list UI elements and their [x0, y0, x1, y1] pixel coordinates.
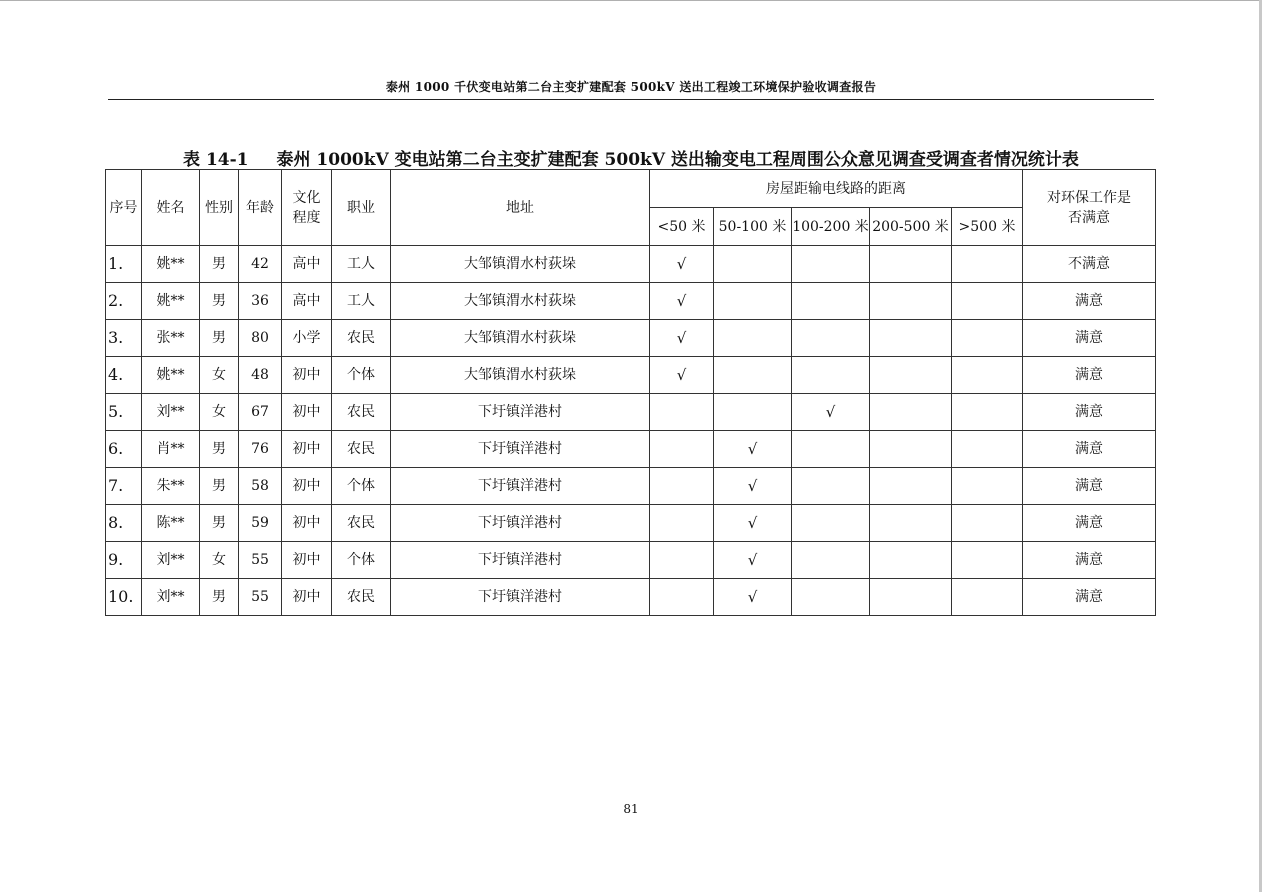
cell-distance-200-500: [870, 579, 952, 616]
cell-seq: 1.: [106, 246, 142, 283]
cell-name: 陈**: [142, 505, 200, 542]
survey-table: [105, 169, 1156, 616]
cell-distance-100-200: [792, 283, 870, 320]
cell-address: 下圩镇洋港村: [391, 431, 650, 468]
cell-name: 刘**: [142, 394, 200, 431]
cell-age: 59: [239, 505, 282, 542]
cell-seq: 4.: [106, 357, 142, 394]
cell-distance-gt500: [952, 246, 1023, 283]
cell-distance-100-200: [792, 542, 870, 579]
cell-distance-lt50: [650, 431, 714, 468]
cell-distance-gt500: [952, 431, 1023, 468]
cell-distance-lt50: [650, 283, 714, 320]
cell-seq: 6.: [106, 431, 142, 468]
header-distance-gt500: >500 米: [952, 208, 1023, 246]
cell-occupation: 工人: [332, 246, 391, 283]
table-row: [106, 468, 1156, 505]
cell-education: 初中: [282, 579, 332, 616]
table-row: [106, 357, 1156, 394]
cell-distance-lt50: [650, 468, 714, 505]
cell-name: 姚**: [142, 246, 200, 283]
table-body: [106, 246, 1156, 616]
cell-age: 80: [239, 320, 282, 357]
cell-age: 67: [239, 394, 282, 431]
cell-distance-lt50: [650, 505, 714, 542]
cell-gender: 男: [200, 579, 239, 616]
cell-satisfaction: 满意: [1023, 357, 1156, 394]
header-distance-200-500: 200-500 米: [870, 208, 952, 246]
running-header: 泰州 1000 千伏变电站第二台主变扩建配套 500kV 送出工程竣工环境保护验收调查报告: [385, 80, 877, 94]
cell-education: 初中: [282, 357, 332, 394]
cell-distance-200-500: [870, 394, 952, 431]
cell-occupation: 个体: [332, 542, 391, 579]
cell-name: 张**: [142, 320, 200, 357]
cell-distance-200-500: [870, 468, 952, 505]
cell-distance-200-500: [870, 357, 952, 394]
cell-seq: 9.: [106, 542, 142, 579]
cell-distance-100-200: [792, 394, 870, 431]
cell-gender: 男: [200, 320, 239, 357]
check-mark: √: [676, 254, 687, 273]
header-education-text: 文化程度: [292, 189, 321, 226]
cell-seq: 7.: [106, 468, 142, 505]
header-address: 地址: [391, 170, 650, 246]
cell-distance-gt500: [952, 357, 1023, 394]
cell-occupation: 农民: [332, 505, 391, 542]
cell-name: 姚**: [142, 357, 200, 394]
header-distance-50-100: 50-100 米: [714, 208, 792, 246]
header-age: 年龄: [239, 170, 282, 246]
table-caption: [105, 145, 1157, 170]
cell-address: 下圩镇洋港村: [391, 468, 650, 505]
cell-address: 下圩镇洋港村: [391, 505, 650, 542]
cell-occupation: 农民: [332, 320, 391, 357]
cell-distance-50-100: [714, 246, 792, 283]
cell-gender: 男: [200, 431, 239, 468]
check-mark: √: [825, 402, 836, 421]
cell-satisfaction: 满意: [1023, 542, 1156, 579]
table-row: [106, 246, 1156, 283]
check-mark: √: [747, 513, 758, 532]
cell-distance-gt500: [952, 542, 1023, 579]
cell-name: 肖**: [142, 431, 200, 468]
cell-seq: 3.: [106, 320, 142, 357]
cell-satisfaction: 满意: [1023, 283, 1156, 320]
cell-age: 58: [239, 468, 282, 505]
cell-distance-50-100: [714, 431, 792, 468]
header-satisfaction-text: 对环保工作是否满意: [1047, 189, 1131, 226]
table-caption-title: 泰州 1000kV 变电站第二台主变扩建配套 500kV 送出输变电工程周围公众意见调查受调查者情况统计表: [276, 150, 1079, 170]
header-name: 姓名: [142, 170, 200, 246]
cell-education: 高中: [282, 283, 332, 320]
cell-distance-100-200: [792, 579, 870, 616]
cell-gender: 女: [200, 394, 239, 431]
cell-distance-gt500: [952, 320, 1023, 357]
cell-distance-200-500: [870, 320, 952, 357]
cell-distance-lt50: [650, 579, 714, 616]
cell-gender: 女: [200, 357, 239, 394]
cell-distance-50-100: [714, 579, 792, 616]
cell-gender: 男: [200, 505, 239, 542]
cell-seq: 10.: [106, 579, 142, 616]
check-mark: √: [747, 476, 758, 495]
cell-occupation: 农民: [332, 431, 391, 468]
cell-satisfaction: 满意: [1023, 320, 1156, 357]
cell-distance-200-500: [870, 431, 952, 468]
check-mark: √: [676, 365, 687, 384]
cell-distance-gt500: [952, 579, 1023, 616]
table-caption-number: 表 14-1: [183, 150, 249, 170]
cell-distance-gt500: [952, 394, 1023, 431]
cell-distance-50-100: [714, 357, 792, 394]
cell-distance-50-100: [714, 542, 792, 579]
cell-satisfaction: 不满意: [1023, 246, 1156, 283]
cell-education: 初中: [282, 431, 332, 468]
cell-age: 76: [239, 431, 282, 468]
cell-seq: 5.: [106, 394, 142, 431]
cell-distance-lt50: [650, 320, 714, 357]
cell-address: 大邹镇渭水村荻垛: [391, 320, 650, 357]
cell-distance-100-200: [792, 246, 870, 283]
cell-distance-50-100: [714, 505, 792, 542]
cell-address: 大邹镇渭水村荻垛: [391, 357, 650, 394]
cell-education: 初中: [282, 542, 332, 579]
cell-address: 大邹镇渭水村荻垛: [391, 246, 650, 283]
cell-satisfaction: 满意: [1023, 579, 1156, 616]
cell-distance-50-100: [714, 283, 792, 320]
cell-occupation: 个体: [332, 357, 391, 394]
cell-distance-100-200: [792, 468, 870, 505]
cell-satisfaction: 满意: [1023, 431, 1156, 468]
cell-gender: 女: [200, 542, 239, 579]
cell-education: 初中: [282, 505, 332, 542]
check-mark: √: [747, 587, 758, 606]
cell-name: 刘**: [142, 542, 200, 579]
page-number: 81: [623, 802, 639, 816]
cell-distance-100-200: [792, 431, 870, 468]
check-mark: √: [676, 291, 687, 310]
header-gender: 性别: [200, 170, 239, 246]
cell-gender: 男: [200, 468, 239, 505]
cell-distance-50-100: [714, 468, 792, 505]
cell-seq: 2.: [106, 283, 142, 320]
cell-name: 朱**: [142, 468, 200, 505]
cell-distance-50-100: [714, 394, 792, 431]
table-row: [106, 283, 1156, 320]
header-distance-lt50: <50 米: [650, 208, 714, 246]
header-occupation: 职业: [332, 170, 391, 246]
cell-distance-200-500: [870, 505, 952, 542]
table-row: [106, 542, 1156, 579]
header-satisfaction: [1023, 170, 1156, 246]
cell-distance-gt500: [952, 283, 1023, 320]
header-distance-group: 房屋距输电线路的距离: [650, 170, 1023, 208]
table-row: [106, 505, 1156, 542]
cell-satisfaction: 满意: [1023, 468, 1156, 505]
header-distance-100-200: 100-200 米: [792, 208, 870, 246]
cell-distance-lt50: [650, 246, 714, 283]
cell-distance-100-200: [792, 320, 870, 357]
cell-distance-lt50: [650, 394, 714, 431]
cell-satisfaction: 满意: [1023, 394, 1156, 431]
cell-age: 55: [239, 579, 282, 616]
cell-address: 下圩镇洋港村: [391, 579, 650, 616]
cell-education: 高中: [282, 246, 332, 283]
header-rule: [108, 99, 1154, 100]
cell-gender: 男: [200, 283, 239, 320]
cell-seq: 8.: [106, 505, 142, 542]
table-row: [106, 394, 1156, 431]
cell-address: 下圩镇洋港村: [391, 542, 650, 579]
cell-distance-200-500: [870, 283, 952, 320]
cell-age: 36: [239, 283, 282, 320]
cell-education: 初中: [282, 468, 332, 505]
cell-education: 小学: [282, 320, 332, 357]
table-row: [106, 431, 1156, 468]
cell-distance-200-500: [870, 542, 952, 579]
cell-distance-100-200: [792, 357, 870, 394]
cell-name: 刘**: [142, 579, 200, 616]
cell-age: 42: [239, 246, 282, 283]
check-mark: √: [747, 550, 758, 569]
cell-age: 55: [239, 542, 282, 579]
page-top-edge: [0, 0, 1262, 1]
cell-education: 初中: [282, 394, 332, 431]
table-row: [106, 320, 1156, 357]
cell-occupation: 农民: [332, 579, 391, 616]
cell-occupation: 个体: [332, 468, 391, 505]
table-row: [106, 579, 1156, 616]
cell-occupation: 农民: [332, 394, 391, 431]
check-mark: √: [747, 439, 758, 458]
cell-occupation: 工人: [332, 283, 391, 320]
check-mark: √: [676, 328, 687, 347]
table-header-row: [106, 170, 1156, 208]
cell-age: 48: [239, 357, 282, 394]
cell-gender: 男: [200, 246, 239, 283]
cell-distance-gt500: [952, 505, 1023, 542]
cell-address: 大邹镇渭水村荻垛: [391, 283, 650, 320]
cell-name: 姚**: [142, 283, 200, 320]
cell-distance-200-500: [870, 246, 952, 283]
cell-address: 下圩镇洋港村: [391, 394, 650, 431]
cell-distance-100-200: [792, 505, 870, 542]
header-education: [282, 170, 332, 246]
cell-distance-lt50: [650, 542, 714, 579]
cell-satisfaction: 满意: [1023, 505, 1156, 542]
cell-distance-50-100: [714, 320, 792, 357]
header-seq: 序号: [106, 170, 142, 246]
cell-distance-gt500: [952, 468, 1023, 505]
cell-distance-lt50: [650, 357, 714, 394]
